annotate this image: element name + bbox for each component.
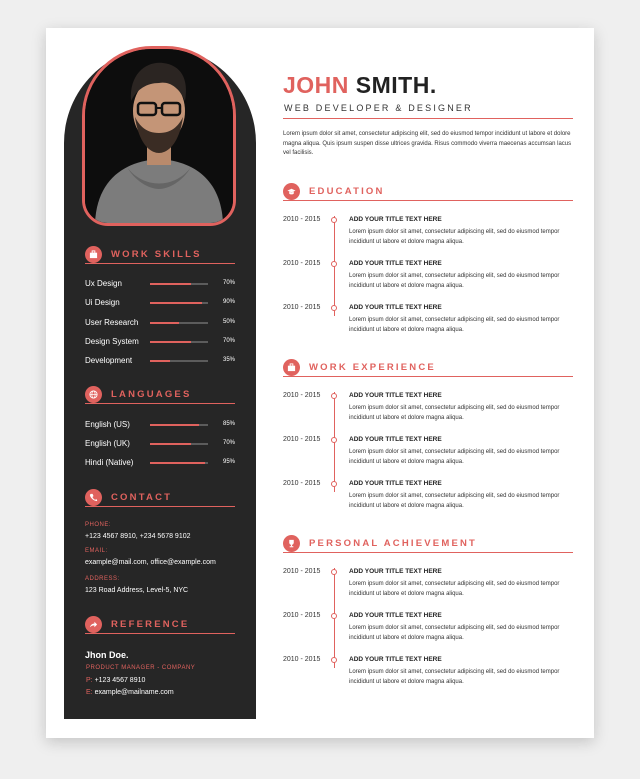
reference-email	[86, 689, 174, 696]
entry-description: Lorem ipsum dolor sit amet, consectetur adipiscing elit, sed do eiusmod tempor incididunt ut labore et dolore magna aliqua.	[349, 229, 560, 245]
email-label: EMAIL:	[85, 548, 108, 554]
skill-name: Design System	[85, 336, 139, 346]
reference-position: PRODUCT MANAGER - COMPANY	[86, 665, 196, 671]
entry-date: 2010 - 2015	[283, 436, 321, 443]
work-skills-header	[85, 246, 202, 263]
skill-bar	[150, 341, 208, 343]
reference-email-value[interactable]: example@mailname.com	[94, 689, 174, 696]
intro-text: Lorem ipsum dolor sit amet, consectetur adipiscing elit, sed do eiusmod tempor incididunt ut labore et dolore magna aliqua. Quis ipsum suspen disse ultrices gravida. Risus commodo viverra maecenas accumsan lacus vel facilisis.	[283, 131, 572, 156]
reference-phone-prefix: P:	[86, 677, 93, 684]
entry-description: Lorem ipsum dolor sit amet, consectetur adipiscing elit, sed do eiusmod tempor incididunt ut labore et dolore magna aliqua.	[349, 273, 560, 289]
graduation-cap-icon	[283, 183, 300, 200]
entry-date: 2010 - 2015	[283, 480, 321, 487]
phone-icon	[85, 489, 102, 506]
entry-title: ADD YOUR TITLE TEXT HERE	[349, 392, 442, 399]
reference-title: REFERENCE	[111, 619, 190, 630]
achievement-title: PERSONAL ACHIEVEMENT	[309, 538, 478, 549]
skill-row	[85, 298, 235, 312]
skill-bar	[150, 283, 208, 285]
languages-header	[85, 386, 192, 403]
skill-bar	[150, 302, 208, 304]
skill-percent: 90%	[222, 299, 235, 306]
skill-percent: 35%	[222, 357, 235, 364]
reference-header	[85, 616, 189, 633]
skill-bar-fill	[150, 443, 191, 445]
timeline-dot	[331, 393, 337, 399]
entry-title: ADD YOUR TITLE TEXT HERE	[349, 304, 442, 311]
phone-label: PHONE:	[85, 522, 112, 528]
job-role: WEB DEVELOPER & DESIGNER	[284, 103, 473, 113]
briefcase-icon	[283, 359, 300, 376]
entry-title: ADD YOUR TITLE TEXT HERE	[349, 436, 442, 443]
entry-title: ADD YOUR TITLE TEXT HERE	[349, 612, 442, 619]
skill-percent: 70%	[222, 440, 235, 446]
entry-description: Lorem ipsum dolor sit amet, consectetur adipiscing elit, sed do eiusmod tempor incididunt ut labore et dolore magna aliqua.	[349, 669, 560, 685]
phone-value: +123 4567 8910, +234 5678 9102	[85, 533, 191, 540]
skill-bar	[150, 443, 208, 445]
entry-title: ADD YOUR TITLE TEXT HERE	[349, 568, 442, 575]
skill-name: Ui Design	[85, 298, 120, 308]
work-skills-title: WORK SKILLS	[111, 249, 202, 260]
reference-phone-value: +123 4567 8910	[94, 677, 146, 684]
reference-phone	[86, 677, 145, 684]
divider	[85, 263, 235, 264]
divider	[283, 552, 573, 553]
last-name: SMITH.	[355, 72, 437, 98]
skill-bar-fill	[150, 302, 202, 304]
languages-title: LANGUAGES	[111, 389, 192, 400]
education-title: EDUCATION	[309, 186, 385, 197]
entry-date: 2010 - 2015	[283, 612, 321, 619]
entry-date: 2010 - 2015	[283, 392, 321, 399]
entry-date: 2010 - 2015	[283, 260, 321, 267]
skill-row	[85, 318, 235, 332]
skill-bar-fill	[150, 283, 191, 285]
skill-name: Hindi (Native)	[85, 458, 134, 467]
profile-photo	[82, 46, 236, 226]
skill-bar	[150, 424, 208, 426]
trophy-icon	[283, 535, 300, 552]
skill-bar-fill	[150, 341, 191, 343]
education-header	[283, 183, 385, 200]
entry-description: Lorem ipsum dolor sit amet, consectetur adipiscing elit, sed do eiusmod tempor incididunt ut labore et dolore magna aliqua.	[349, 449, 560, 465]
globe-icon	[85, 386, 102, 403]
entry-description: Lorem ipsum dolor sit amet, consectetur adipiscing elit, sed do eiusmod tempor incididunt ut labore et dolore magna aliqua.	[349, 581, 560, 597]
timeline-dot	[331, 569, 337, 575]
contact-title: CONTACT	[111, 492, 173, 503]
email-value[interactable]: example@mail.com, office@example.com	[85, 559, 216, 566]
skill-bar-fill	[150, 462, 205, 464]
skill-name: English (US)	[85, 420, 130, 429]
divider	[283, 376, 573, 377]
entry-description: Lorem ipsum dolor sit amet, consectetur adipiscing elit, sed do eiusmod tempor incididunt ut labore et dolore magna aliqua.	[349, 625, 560, 641]
entry-date: 2010 - 2015	[283, 656, 321, 663]
skill-bar	[150, 462, 208, 464]
skill-name: User Research	[85, 317, 139, 327]
skill-bar-fill	[150, 322, 179, 324]
experience-title: WORK EXPERIENCE	[309, 362, 436, 373]
skill-row	[85, 337, 235, 351]
contact-header	[85, 489, 172, 506]
skill-name: English (UK)	[85, 439, 130, 448]
skill-name: Development	[85, 356, 133, 366]
share-icon	[85, 616, 102, 633]
entry-description: Lorem ipsum dolor sit amet, consectetur adipiscing elit, sed do eiusmod tempor incididunt ut labore et dolore magna aliqua.	[349, 317, 560, 333]
full-name	[283, 72, 437, 99]
skill-bar-fill	[150, 360, 170, 362]
timeline-dot	[331, 613, 337, 619]
briefcase-icon	[85, 246, 102, 263]
address-value: 123 Road Address, Level-5, NYC	[85, 587, 189, 594]
skill-bar	[150, 322, 208, 324]
timeline-dot	[331, 305, 337, 311]
entry-title: ADD YOUR TITLE TEXT HERE	[349, 480, 442, 487]
skill-bar-fill	[150, 424, 199, 426]
skill-percent: 50%	[222, 318, 235, 325]
timeline-dot	[331, 437, 337, 443]
entry-description: Lorem ipsum dolor sit amet, consectetur adipiscing elit, sed do eiusmod tempor incididunt ut labore et dolore magna aliqua.	[349, 493, 560, 509]
address-label: ADDRESS:	[85, 576, 120, 582]
divider	[85, 403, 235, 404]
divider	[85, 506, 235, 507]
skill-percent: 85%	[222, 421, 235, 427]
skill-bar	[150, 360, 208, 362]
first-name: JOHN	[283, 72, 349, 98]
skill-row	[85, 458, 235, 472]
skill-percent: 70%	[222, 337, 235, 344]
achievement-header	[283, 535, 477, 552]
entry-description: Lorem ipsum dolor sit amet, consectetur adipiscing elit, sed do eiusmod tempor incididunt ut labore et dolore magna aliqua.	[349, 405, 560, 421]
skill-name: Ux Design	[85, 279, 122, 288]
skill-percent: 70%	[222, 280, 235, 286]
timeline-dot	[331, 481, 337, 487]
entry-title: ADD YOUR TITLE TEXT HERE	[349, 260, 442, 267]
entry-date: 2010 - 2015	[283, 304, 321, 311]
reference-email-prefix: E:	[86, 689, 93, 696]
skill-row	[85, 356, 235, 370]
skill-percent: 95%	[222, 459, 235, 465]
entry-title: ADD YOUR TITLE TEXT HERE	[349, 216, 442, 223]
reference-name: Jhon Doe.	[85, 650, 129, 660]
skill-row	[85, 439, 235, 453]
experience-header	[283, 359, 436, 376]
divider	[283, 118, 573, 119]
timeline-dot	[331, 261, 337, 267]
skill-row	[85, 420, 235, 434]
divider	[283, 200, 573, 201]
entry-title: ADD YOUR TITLE TEXT HERE	[349, 656, 442, 663]
skill-row	[85, 279, 235, 293]
divider	[85, 633, 235, 634]
timeline-dot	[331, 657, 337, 663]
entry-date: 2010 - 2015	[283, 216, 321, 223]
timeline-dot	[331, 217, 337, 223]
entry-date: 2010 - 2015	[283, 568, 321, 575]
